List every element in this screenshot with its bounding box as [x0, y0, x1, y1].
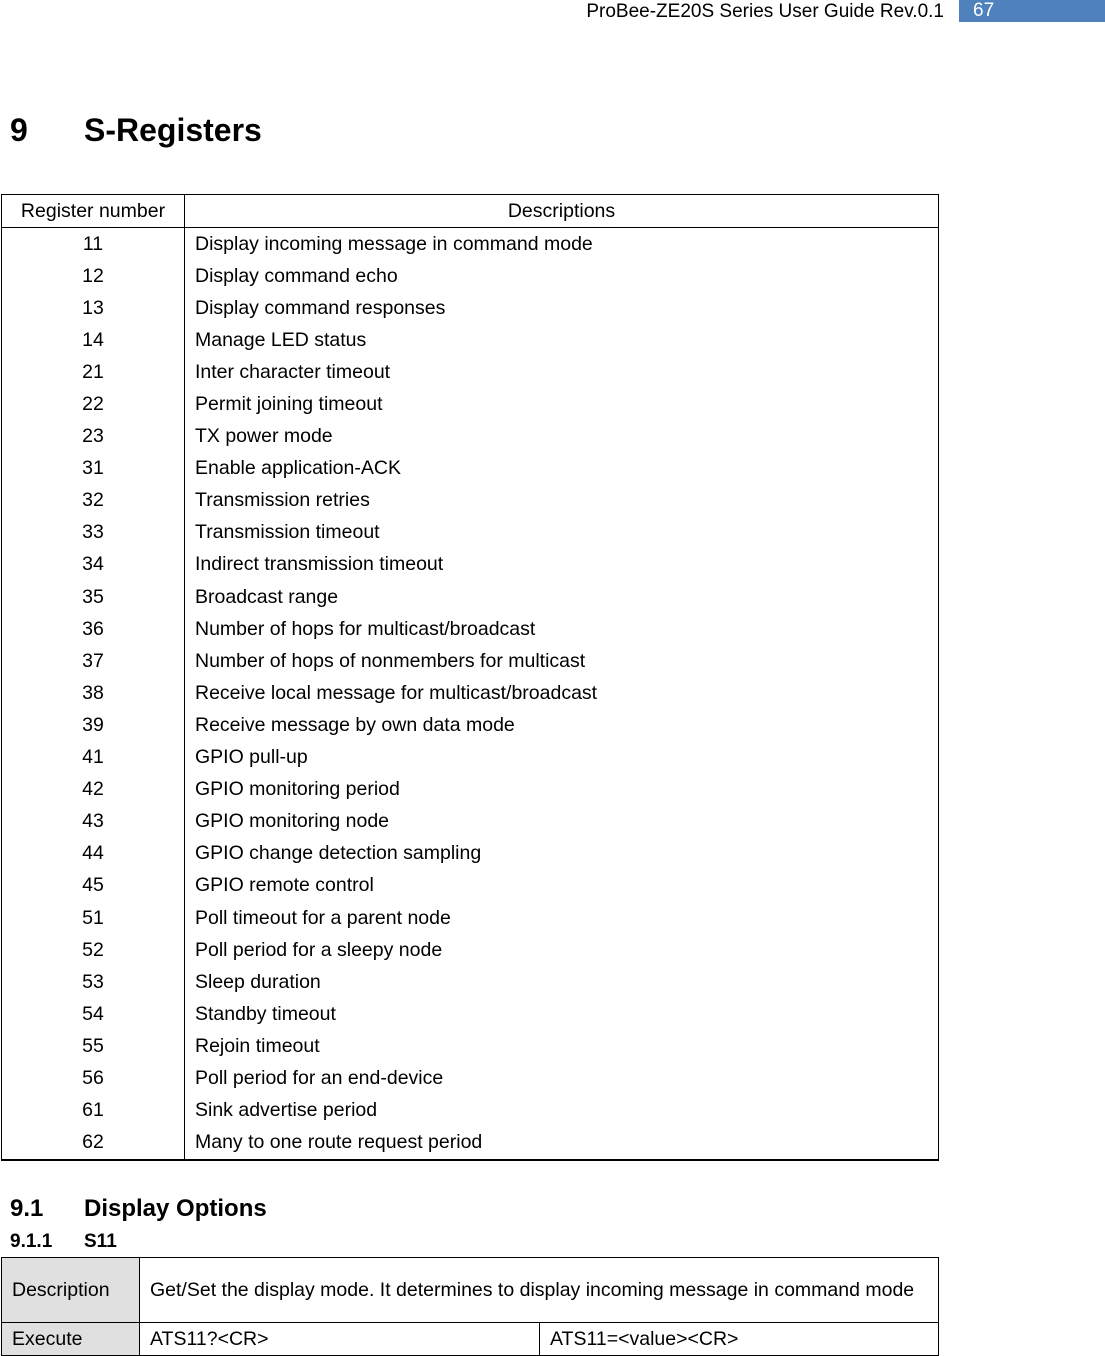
register-description: Transmission timeout [185, 517, 939, 549]
description-text: Get/Set the display mode. It determines to display incoming message in command mode [140, 1258, 939, 1323]
register-number: 56 [2, 1062, 185, 1094]
register-description: GPIO monitoring period [185, 774, 939, 806]
register-number: 32 [2, 485, 185, 517]
register-number: 42 [2, 774, 185, 806]
table-row [2, 966, 939, 998]
table-row [2, 292, 939, 324]
register-description: Poll timeout for a parent node [185, 902, 939, 934]
register-number: 51 [2, 902, 185, 934]
register-number: 54 [2, 998, 185, 1030]
register-description: Rejoin timeout [185, 1030, 939, 1062]
section-heading [10, 112, 262, 149]
table-row [2, 388, 939, 420]
register-description: Sleep duration [185, 966, 939, 998]
execute-set-command: ATS11=<value><CR> [540, 1323, 939, 1356]
register-description: GPIO remote control [185, 870, 939, 902]
register-number: 21 [2, 356, 185, 388]
register-description: Indirect transmission timeout [185, 549, 939, 581]
section-number: 9 [10, 112, 28, 148]
table-row [2, 902, 939, 934]
subsubsection-heading [10, 1231, 117, 1253]
register-number: 55 [2, 1030, 185, 1062]
register-description: Number of hops for multicast/broadcast [185, 613, 939, 645]
table-row [2, 1095, 939, 1127]
table-row [2, 1127, 939, 1160]
register-number: 31 [2, 453, 185, 485]
register-description: Number of hops of nonmembers for multicast [185, 645, 939, 677]
register-description: Standby timeout [185, 998, 939, 1030]
subsection-title: Display Options [84, 1195, 267, 1222]
subsubsection-number: 9.1.1 [10, 1231, 53, 1252]
register-number: 45 [2, 870, 185, 902]
subsection-heading [10, 1195, 267, 1223]
table-row [2, 324, 939, 356]
column-header-register-number: Register number [2, 195, 185, 228]
table-row [2, 838, 939, 870]
register-table [1, 194, 939, 1161]
s11-table [1, 1257, 939, 1356]
register-number: 53 [2, 966, 185, 998]
register-description: Receive local message for multicast/broadcast [185, 677, 939, 709]
table-header-row [2, 195, 939, 228]
table-row [2, 998, 939, 1030]
table-row [2, 517, 939, 549]
register-number: 12 [2, 260, 185, 292]
execute-get-command: ATS11?<CR> [140, 1323, 540, 1356]
table-row [2, 742, 939, 774]
register-description: GPIO pull-up [185, 742, 939, 774]
register-number: 33 [2, 517, 185, 549]
register-number: 36 [2, 613, 185, 645]
register-description: Poll period for an end-device [185, 1062, 939, 1094]
execute-row [2, 1323, 939, 1356]
table-row [2, 709, 939, 741]
register-number: 23 [2, 421, 185, 453]
register-description: Display command responses [185, 292, 939, 324]
register-description: Poll period for a sleepy node [185, 934, 939, 966]
register-description: Permit joining timeout [185, 388, 939, 420]
table-row [2, 421, 939, 453]
subsection-number: 9.1 [10, 1195, 44, 1222]
description-row [2, 1258, 939, 1323]
section-title: S-Registers [84, 112, 262, 148]
register-description: TX power mode [185, 421, 939, 453]
table-row [2, 356, 939, 388]
page-number: 67 [959, 0, 1105, 22]
register-number: 44 [2, 838, 185, 870]
register-number: 61 [2, 1095, 185, 1127]
register-number: 13 [2, 292, 185, 324]
table-row [2, 645, 939, 677]
subsubsection-title: S11 [84, 1231, 117, 1252]
register-number: 41 [2, 742, 185, 774]
register-number: 11 [2, 228, 185, 261]
register-description: Transmission retries [185, 485, 939, 517]
table-row [2, 581, 939, 613]
register-description: Manage LED status [185, 324, 939, 356]
table-row [2, 613, 939, 645]
register-number: 14 [2, 324, 185, 356]
register-number: 34 [2, 549, 185, 581]
table-row [2, 806, 939, 838]
register-description: GPIO change detection sampling [185, 838, 939, 870]
register-number: 35 [2, 581, 185, 613]
table-row [2, 260, 939, 292]
register-number: 43 [2, 806, 185, 838]
table-row [2, 677, 939, 709]
register-number: 39 [2, 709, 185, 741]
table-row [2, 1030, 939, 1062]
register-description: Display command echo [185, 260, 939, 292]
table-row [2, 453, 939, 485]
document-title: ProBee-ZE20S Series User Guide Rev.0.1 [586, 1, 944, 22]
register-number: 22 [2, 388, 185, 420]
register-description: Receive message by own data mode [185, 709, 939, 741]
table-row [2, 1062, 939, 1094]
register-description: Enable application-ACK [185, 453, 939, 485]
table-row [2, 485, 939, 517]
register-number: 52 [2, 934, 185, 966]
description-label: Description [2, 1258, 140, 1323]
register-description: Inter character timeout [185, 356, 939, 388]
table-row [2, 934, 939, 966]
register-number: 37 [2, 645, 185, 677]
table-row [2, 228, 939, 261]
register-description: Sink advertise period [185, 1095, 939, 1127]
execute-label: Execute [2, 1323, 140, 1356]
register-number: 62 [2, 1127, 185, 1160]
register-number: 38 [2, 677, 185, 709]
table-row [2, 549, 939, 581]
table-row [2, 774, 939, 806]
register-description: Display incoming message in command mode [185, 228, 939, 261]
column-header-descriptions: Descriptions [185, 195, 939, 228]
register-description: Broadcast range [185, 581, 939, 613]
table-row [2, 870, 939, 902]
register-description: GPIO monitoring node [185, 806, 939, 838]
register-description: Many to one route request period [185, 1127, 939, 1160]
